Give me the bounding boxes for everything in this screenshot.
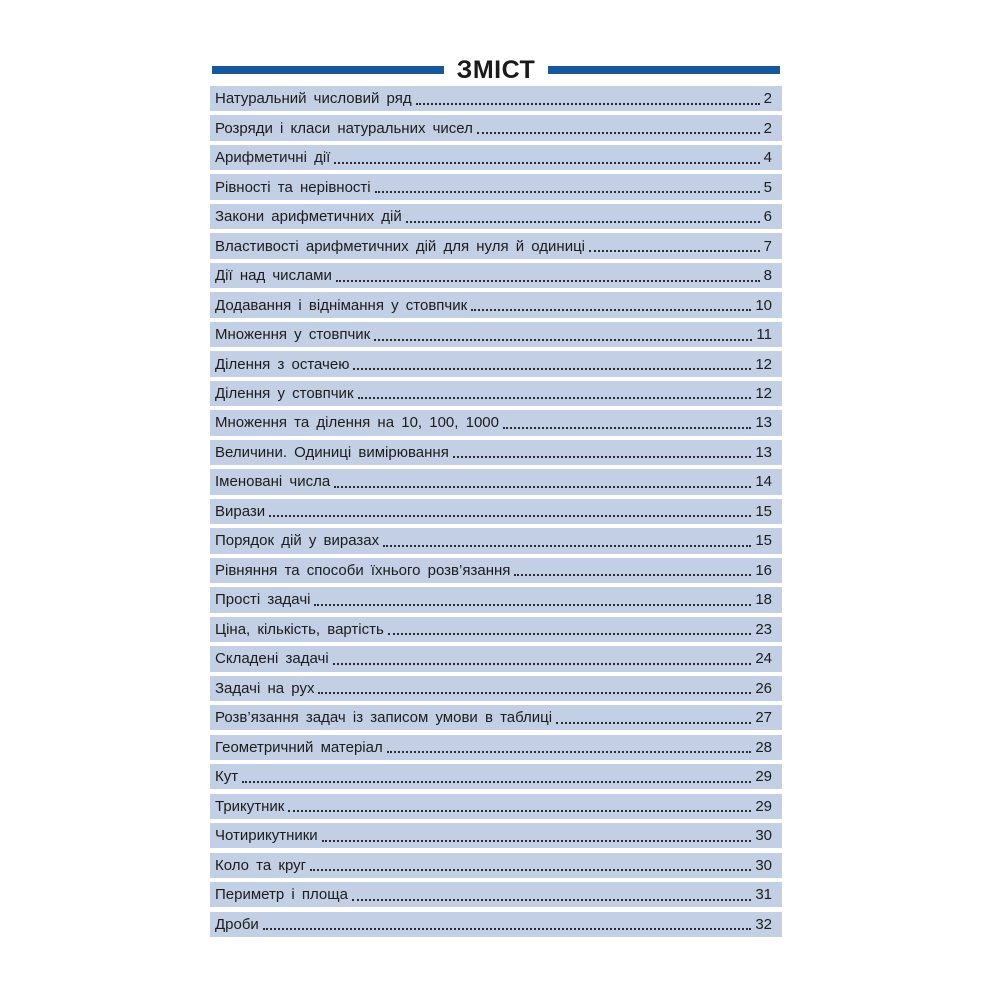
- toc-dot-leader: [263, 928, 751, 930]
- toc-entry-title: Порядок дій у виразах: [215, 532, 380, 550]
- toc-entry-title: Розв’язання задач із записом умови в таблиці: [215, 709, 553, 727]
- toc-entry[interactable]: [210, 882, 782, 907]
- toc-entry[interactable]: [210, 764, 782, 789]
- toc-dot-leader: [556, 722, 751, 724]
- toc-dot-leader: [383, 545, 751, 547]
- toc-entry[interactable]: [210, 646, 782, 671]
- toc-entry[interactable]: [210, 86, 782, 111]
- toc-entry[interactable]: [210, 204, 782, 229]
- toc-entry[interactable]: [210, 823, 782, 848]
- toc-entry-title: Арифметичні дії: [215, 149, 331, 167]
- toc-entry-page-number: 12: [755, 384, 772, 402]
- toc-entry[interactable]: [210, 263, 782, 288]
- toc-entry-page-number: 31: [755, 886, 772, 904]
- toc-entry-page-number: 32: [755, 915, 772, 933]
- toc-entry[interactable]: [210, 292, 782, 317]
- toc-entry[interactable]: [210, 705, 782, 730]
- toc-entry[interactable]: [210, 469, 782, 494]
- toc-dot-leader: [375, 191, 760, 193]
- toc-entry-title: Рівності та нерівності: [215, 178, 371, 196]
- toc-entry[interactable]: [210, 145, 782, 170]
- toc-entry[interactable]: [210, 676, 782, 701]
- toc-entry-page-number: 5: [763, 178, 772, 196]
- toc-entry-title: Чотирикутники: [215, 827, 318, 845]
- contents-heading: [212, 52, 780, 90]
- toc-entry-page-number: 15: [755, 532, 772, 550]
- toc-entry-page-number: 26: [755, 679, 772, 697]
- toc-entry[interactable]: [210, 440, 782, 465]
- toc-entry[interactable]: [210, 735, 782, 760]
- toc-dot-leader: [453, 456, 752, 458]
- toc-entry-title: Множення та ділення на 10, 100, 1000: [215, 414, 499, 432]
- toc-dot-leader: [334, 162, 759, 164]
- toc-entry-page-number: 11: [756, 326, 772, 344]
- toc-entry-page-number: 24: [755, 650, 772, 668]
- toc-dot-leader: [322, 840, 752, 842]
- toc-dot-leader: [318, 692, 751, 694]
- toc-entry-page-number: 16: [755, 561, 772, 579]
- toc-dot-leader: [353, 368, 751, 370]
- toc-entry-title: Вирази: [215, 502, 266, 520]
- toc-entry-page-number: 13: [755, 414, 772, 432]
- toc-entry-title: Дії над числами: [215, 267, 332, 285]
- toc-dot-leader: [374, 339, 752, 341]
- toc-dot-leader: [336, 280, 760, 282]
- toc-entry-title: Периметр і площа: [215, 886, 348, 904]
- table-of-contents: [210, 86, 782, 941]
- toc-dot-leader: [310, 869, 751, 871]
- toc-entry-title: Натуральний числовий ряд: [215, 90, 412, 108]
- toc-entry[interactable]: [210, 322, 782, 347]
- toc-entry-page-number: 27: [755, 709, 772, 727]
- toc-dot-leader: [358, 397, 752, 399]
- toc-entry[interactable]: [210, 174, 782, 199]
- toc-entry-title: Коло та круг: [215, 856, 307, 874]
- toc-entry-page-number: 10: [755, 296, 772, 314]
- toc-entry-page-number: 4: [763, 149, 772, 167]
- toc-entry[interactable]: [210, 410, 782, 435]
- toc-entry-page-number: 30: [755, 827, 772, 845]
- toc-entry-title: Додавання і віднімання у стовпчик: [215, 296, 468, 314]
- toc-entry-title: Ділення з остачею: [215, 355, 350, 373]
- toc-entry-page-number: 15: [755, 502, 772, 520]
- toc-entry-title: Прості задачі: [215, 591, 311, 609]
- toc-entry-title: Ціна, кількість, вартість: [215, 620, 384, 638]
- toc-entry-page-number: 2: [763, 119, 772, 137]
- toc-entry-title: Властивості арифметичних дій для нуля й одиниці: [215, 237, 586, 255]
- toc-entry-title: Множення у стовпчик: [215, 326, 371, 344]
- toc-entry-page-number: 30: [755, 856, 772, 874]
- toc-entry-page-number: 6: [763, 208, 772, 226]
- toc-entry-page-number: 29: [755, 768, 772, 786]
- toc-entry-page-number: 14: [755, 473, 772, 491]
- toc-dot-leader: [416, 103, 760, 105]
- toc-dot-leader: [334, 486, 751, 488]
- toc-dot-leader: [406, 221, 760, 223]
- toc-dot-leader: [352, 899, 751, 901]
- toc-entry[interactable]: [210, 853, 782, 878]
- toc-dot-leader: [269, 515, 751, 517]
- toc-entry-title: Геометричний матеріал: [215, 738, 383, 756]
- toc-entry[interactable]: [210, 558, 782, 583]
- toc-entry[interactable]: [210, 233, 782, 258]
- toc-dot-leader: [503, 427, 751, 429]
- toc-dot-leader: [471, 309, 751, 311]
- toc-dot-leader: [387, 751, 752, 753]
- toc-dot-leader: [288, 810, 751, 812]
- toc-dot-leader: [589, 250, 760, 252]
- toc-entry-page-number: 23: [755, 620, 772, 638]
- toc-entry[interactable]: [210, 115, 782, 140]
- toc-entry[interactable]: [210, 794, 782, 819]
- heading-rule-left: [212, 66, 444, 74]
- toc-entry[interactable]: [210, 499, 782, 524]
- toc-entry-title: Закони арифметичних дій: [215, 208, 402, 226]
- toc-dot-leader: [242, 781, 751, 783]
- toc-entry-title: Ділення у стовпчик: [215, 384, 354, 402]
- toc-entry-title: Іменовані числа: [215, 473, 331, 491]
- toc-dot-leader: [477, 132, 760, 134]
- toc-entry[interactable]: [210, 912, 782, 937]
- toc-entry-page-number: 18: [755, 591, 772, 609]
- toc-entry[interactable]: [210, 528, 782, 553]
- toc-dot-leader: [388, 633, 752, 635]
- toc-entry-title: Дроби: [215, 915, 259, 933]
- toc-entry-title: Складені задачі: [215, 650, 329, 668]
- toc-entry-page-number: 12: [755, 355, 772, 373]
- page-title: ЗМІСТ: [456, 56, 536, 84]
- toc-entry-title: Розряди і класи натуральних чисел: [215, 119, 473, 137]
- toc-entry[interactable]: [210, 351, 782, 376]
- toc-entry[interactable]: [210, 617, 782, 642]
- toc-entry-title: Величини. Одиниці вимірювання: [215, 443, 449, 461]
- toc-entry-page-number: 7: [763, 237, 772, 255]
- toc-entry-title: Кут: [215, 768, 239, 786]
- toc-entry[interactable]: [210, 381, 782, 406]
- toc-entry-title: Рівняння та способи їхнього розв’язання: [215, 561, 511, 579]
- toc-dot-leader: [314, 604, 751, 606]
- toc-entry-page-number: 8: [763, 267, 772, 285]
- toc-entry-title: Трикутник: [215, 797, 285, 815]
- toc-entry-title: Задачі на рух: [215, 679, 315, 697]
- toc-dot-leader: [333, 663, 752, 665]
- heading-rule-right: [548, 66, 780, 74]
- toc-entry-page-number: 28: [755, 738, 772, 756]
- toc-entry[interactable]: [210, 587, 782, 612]
- toc-entry-page-number: 13: [755, 443, 772, 461]
- toc-entry-page-number: 29: [755, 797, 772, 815]
- toc-dot-leader: [514, 574, 751, 576]
- toc-entry-page-number: 2: [763, 90, 772, 108]
